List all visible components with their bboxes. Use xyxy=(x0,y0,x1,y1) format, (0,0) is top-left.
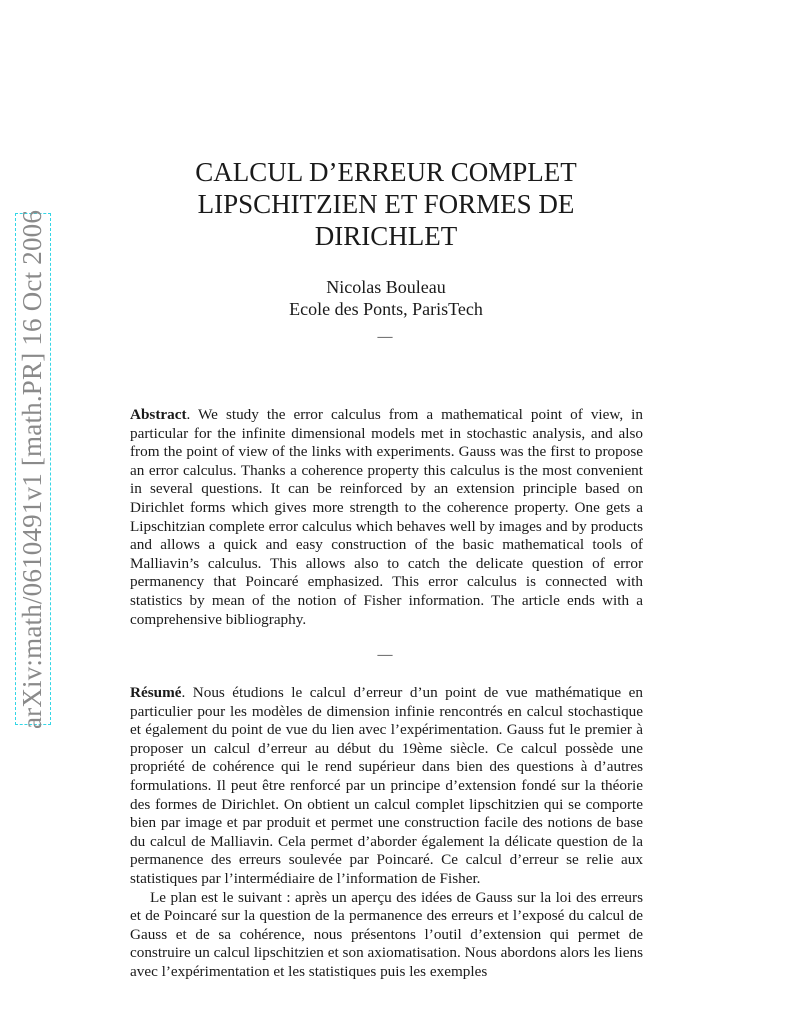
resume-paragraph-2: Le plan est le suivant : après un aperçu des idées de Gauss sur la loi des erreurs et de Poincaré sur la question de la permanence des erreurs et l’exposé du calcul de Gauss et de sa cohérence, nous présentons l’outil d’extension qui permet de construire un calcul lipschitzien et son axiomatisation. Nous abordons alors les liens avec l’expérimentation et les statistiques puis les exemples xyxy=(130,888,643,980)
section-separator: — xyxy=(377,329,393,345)
abstract-section xyxy=(130,406,643,629)
resume-section xyxy=(130,684,643,982)
arxiv-identifier-stamp xyxy=(16,209,50,729)
author-block xyxy=(200,276,572,320)
section-separator: — xyxy=(377,647,393,663)
abstract-text: . We study the error calculus from a mathematical point of view, in particular for the infinite dimensional models met in stochastic analysis, and also from the point of view of the links with experiments. Gauss was the first to propose an error calculus. Thanks a coherence property this calculus is the most convenient in several questions. It can be reinforced by an extension principle based on Dirichlet forms which gives more strength to the coherence property. One gets a Lipschitzian complete error calculus which behaves well by images and by products and allows a quick and easy construction of the basic mathematical tools of Malliavin’s calculus. This allows also to catch the delicate question of error permanency that Poincaré emphasized. This error calculus is connected with statistics by mean of the notion of Fisher information. The article ends with a comprehensive bibliography. xyxy=(130,406,643,628)
abstract-label: Abstract xyxy=(130,406,187,423)
title-line: DIRICHLET xyxy=(314,221,458,251)
resume-text: . Nous étudions le calcul d’erreur d’un point de vue mathématique en particulier pour les modèles de dimension infinie rencontrés en calcul stochastique et également du point de vue du lien avec l’expérimentation. Gauss fut le premier à proposer un calcul d’erreur au début du 19ème siècle. Ce calcul possède une propriété de cohérence qui le rend supérieur dans bien des questions à d’autres formulations. Il peut être renforcé par un principe d’extension fondé sur la théorie des formes de Dirichlet. On obtient un calcul complet lipschitzien qui se comporte bien par image et par produit et permet une construction facile des notions de base du calcul de Malliavin. Cela permet d’aborder également la délicate question de la permanence des erreurs soulevée par Poincaré. Ce calcul d’erreur se relie aux statistiques par l’intermédiaire de l’information de Fisher. xyxy=(130,684,643,887)
arxiv-id-text: arXiv:math/0610491v1 [math.PR] 16 Oct 2006 xyxy=(17,209,48,729)
title-line: CALCUL D’ERREUR COMPLET xyxy=(195,157,577,187)
author-affiliation: Ecole des Ponts, ParisTech xyxy=(289,299,483,319)
paper-title xyxy=(160,156,612,252)
author-name: Nicolas Bouleau xyxy=(326,277,446,297)
title-line: LIPSCHITZIEN ET FORMES DE xyxy=(197,189,575,219)
resume-label: Résumé xyxy=(130,684,182,701)
